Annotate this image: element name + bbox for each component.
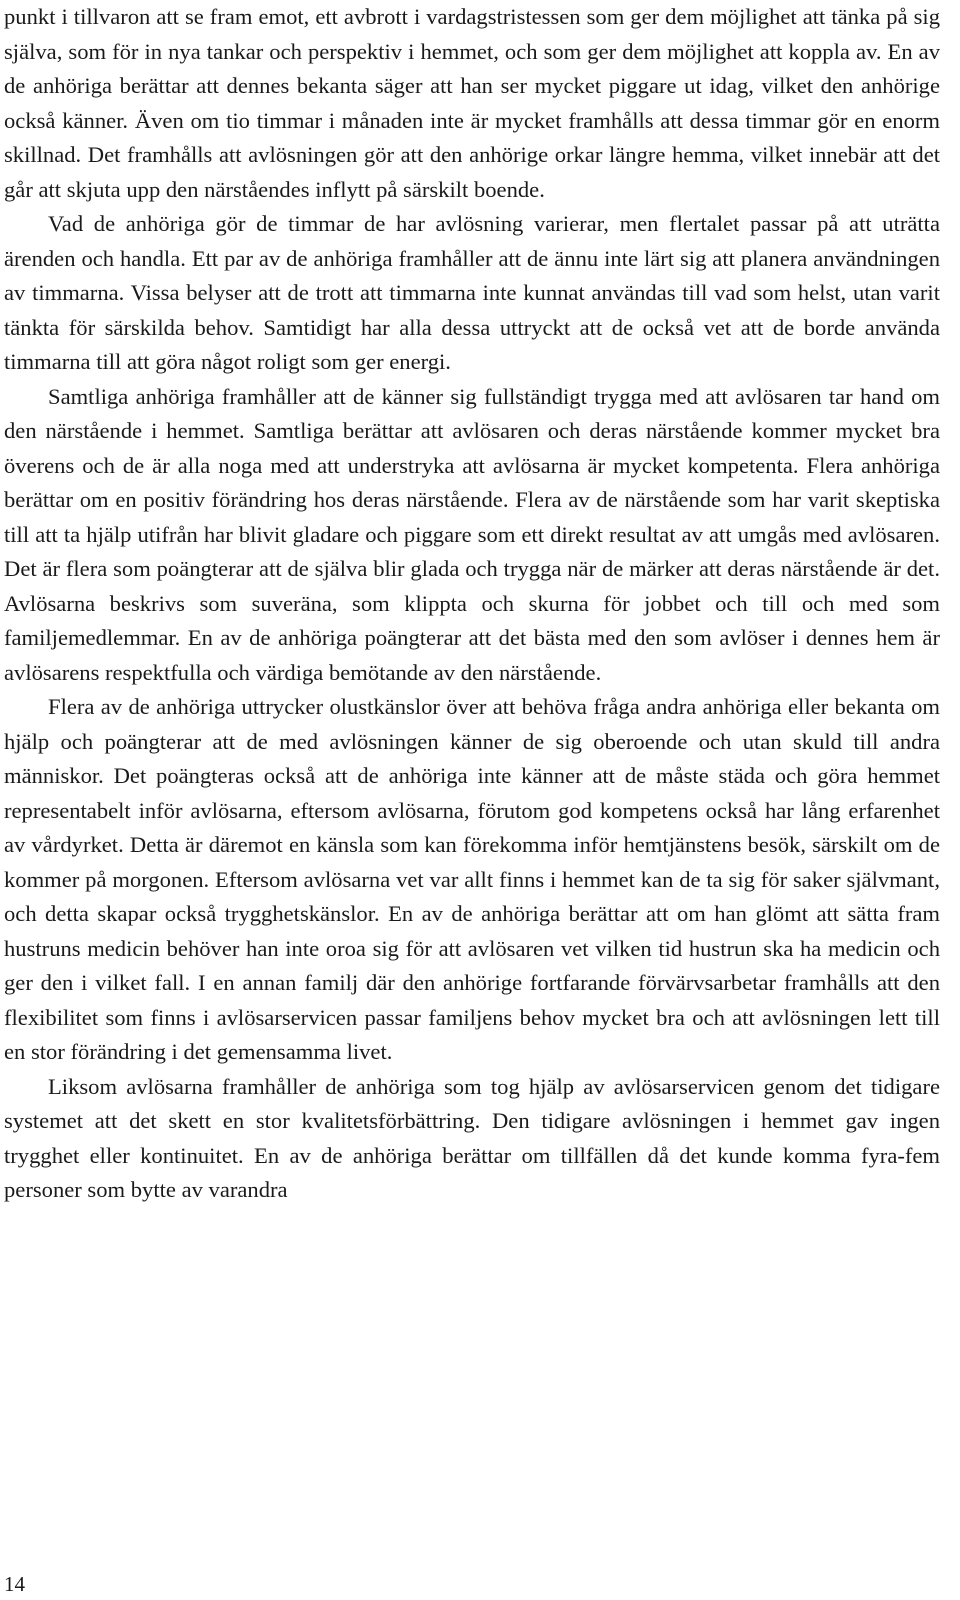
paragraph: Liksom avlösarna framhåller de anhöriga som tog hjälp av avlösarservicen genom det tidigare systemet att det skett en stor kvalitetsförbättring. Den tidigare avlösningen i hemmet gav ingen trygghet eller kontinuitet. En av de anhöriga berättar om tillfällen då det kunde komma fyra-fem personer som bytte av varandra: [4, 1073, 940, 1202]
paragraph: Samtliga anhöriga framhåller att de känner sig fullständigt trygga med att avlösaren tar hand om den närstående i hemmet. Samtliga berättar att avlösaren och deras närstående kommer mycket bra överens och de är alla noga med att understryka att avlösarna är mycket kompetenta. Flera anhöriga berättar om en positiv förändring hos deras närstående. Flera av de närstående som har varit skeptiska till att ta hjälp utifrån har blivit gladare och piggare som ett direkt resultat av att umgås med avlösaren. Det är flera som poängterar att de själva blir glada och trygga när de märker att deras närstående är det. Avlösarna beskrivs som suveräna, som klippta och skurna för jobbet och till och med som familjemedlemmar. En av de anhöriga poängterar att det bästa med den som avlöser i dennes hem är avlösarens respektfulla och värdiga bemötande av den närstående.: [4, 383, 940, 685]
document-page: [4, 0, 940, 1208]
paragraph-continued: punkt i tillvaron att se fram emot, ett avbrott i vardagstristessen som ger dem möjlighet att tänka på sig själva, som för in nya tankar och perspektiv i hemmet, och som ger dem möjlighet att koppla av. En av de anhöriga berättar att dennes bekanta säger att han ser mycket piggare ut idag, vilket den anhörige också känner. Även om tio timmar i månaden inte är mycket framhålls att dessa timmar gör en enorm skillnad. Det framhålls att avlösningen gör att den anhörige orkar längre hemma, vilket innebär att det går att skjuta upp den närståendes inflytt på särskilt boende.: [4, 4, 940, 202]
paragraph: Flera av de anhöriga uttrycker olustkänslor över att behöva fråga andra anhöriga eller bekanta om hjälp och poängterar att de med avlösningen känner de sig oberoende och utan skuld till andra människor. Det poängteras också att de anhöriga inte känner att de måste städa och göra hemmet representabelt inför avlösarna, eftersom avlösarna, förutom god kompetens också har lång erfarenhet av vårdyrket. Detta är däremot en känsla som kan förekomma inför hemtjänstens besök, särskilt om de kommer på morgonen. Eftersom avlösarna vet var allt finns i hemmet kan de ta sig för saker självmant, och detta skapar också trygghetskänslor. En av de anhöriga berättar att om han glömt att sätta fram hustruns medicin behöver han inte oroa sig för att avlösaren vet vilken tid hustrun ska ha medicin och ger den i vilket fall. I en annan familj där den anhörige fortfarande förvärvsarbetar framhålls att den flexibilitet som finns i avlösarservicen passar familjens behov mycket bra och att avlösningen lett till en stor förändring i det gemensamma livet.: [4, 694, 940, 1064]
paragraph: Vad de anhöriga gör de timmar de har avlösning varierar, men flertalet passar på att uträtta ärenden och handla. Ett par av de anhöriga framhåller att de ännu inte lärt sig att planera användningen av timmarna. Vissa belyser att de trott att timmarna inte kunnat användas till vad som helst, utan varit tänkta för särskilda behov. Samtidigt har alla dessa uttryckt att de också vet att de borde använda timmarna till att göra något roligt som ger energi.: [4, 211, 940, 374]
page-number: 14: [4, 1572, 25, 1596]
